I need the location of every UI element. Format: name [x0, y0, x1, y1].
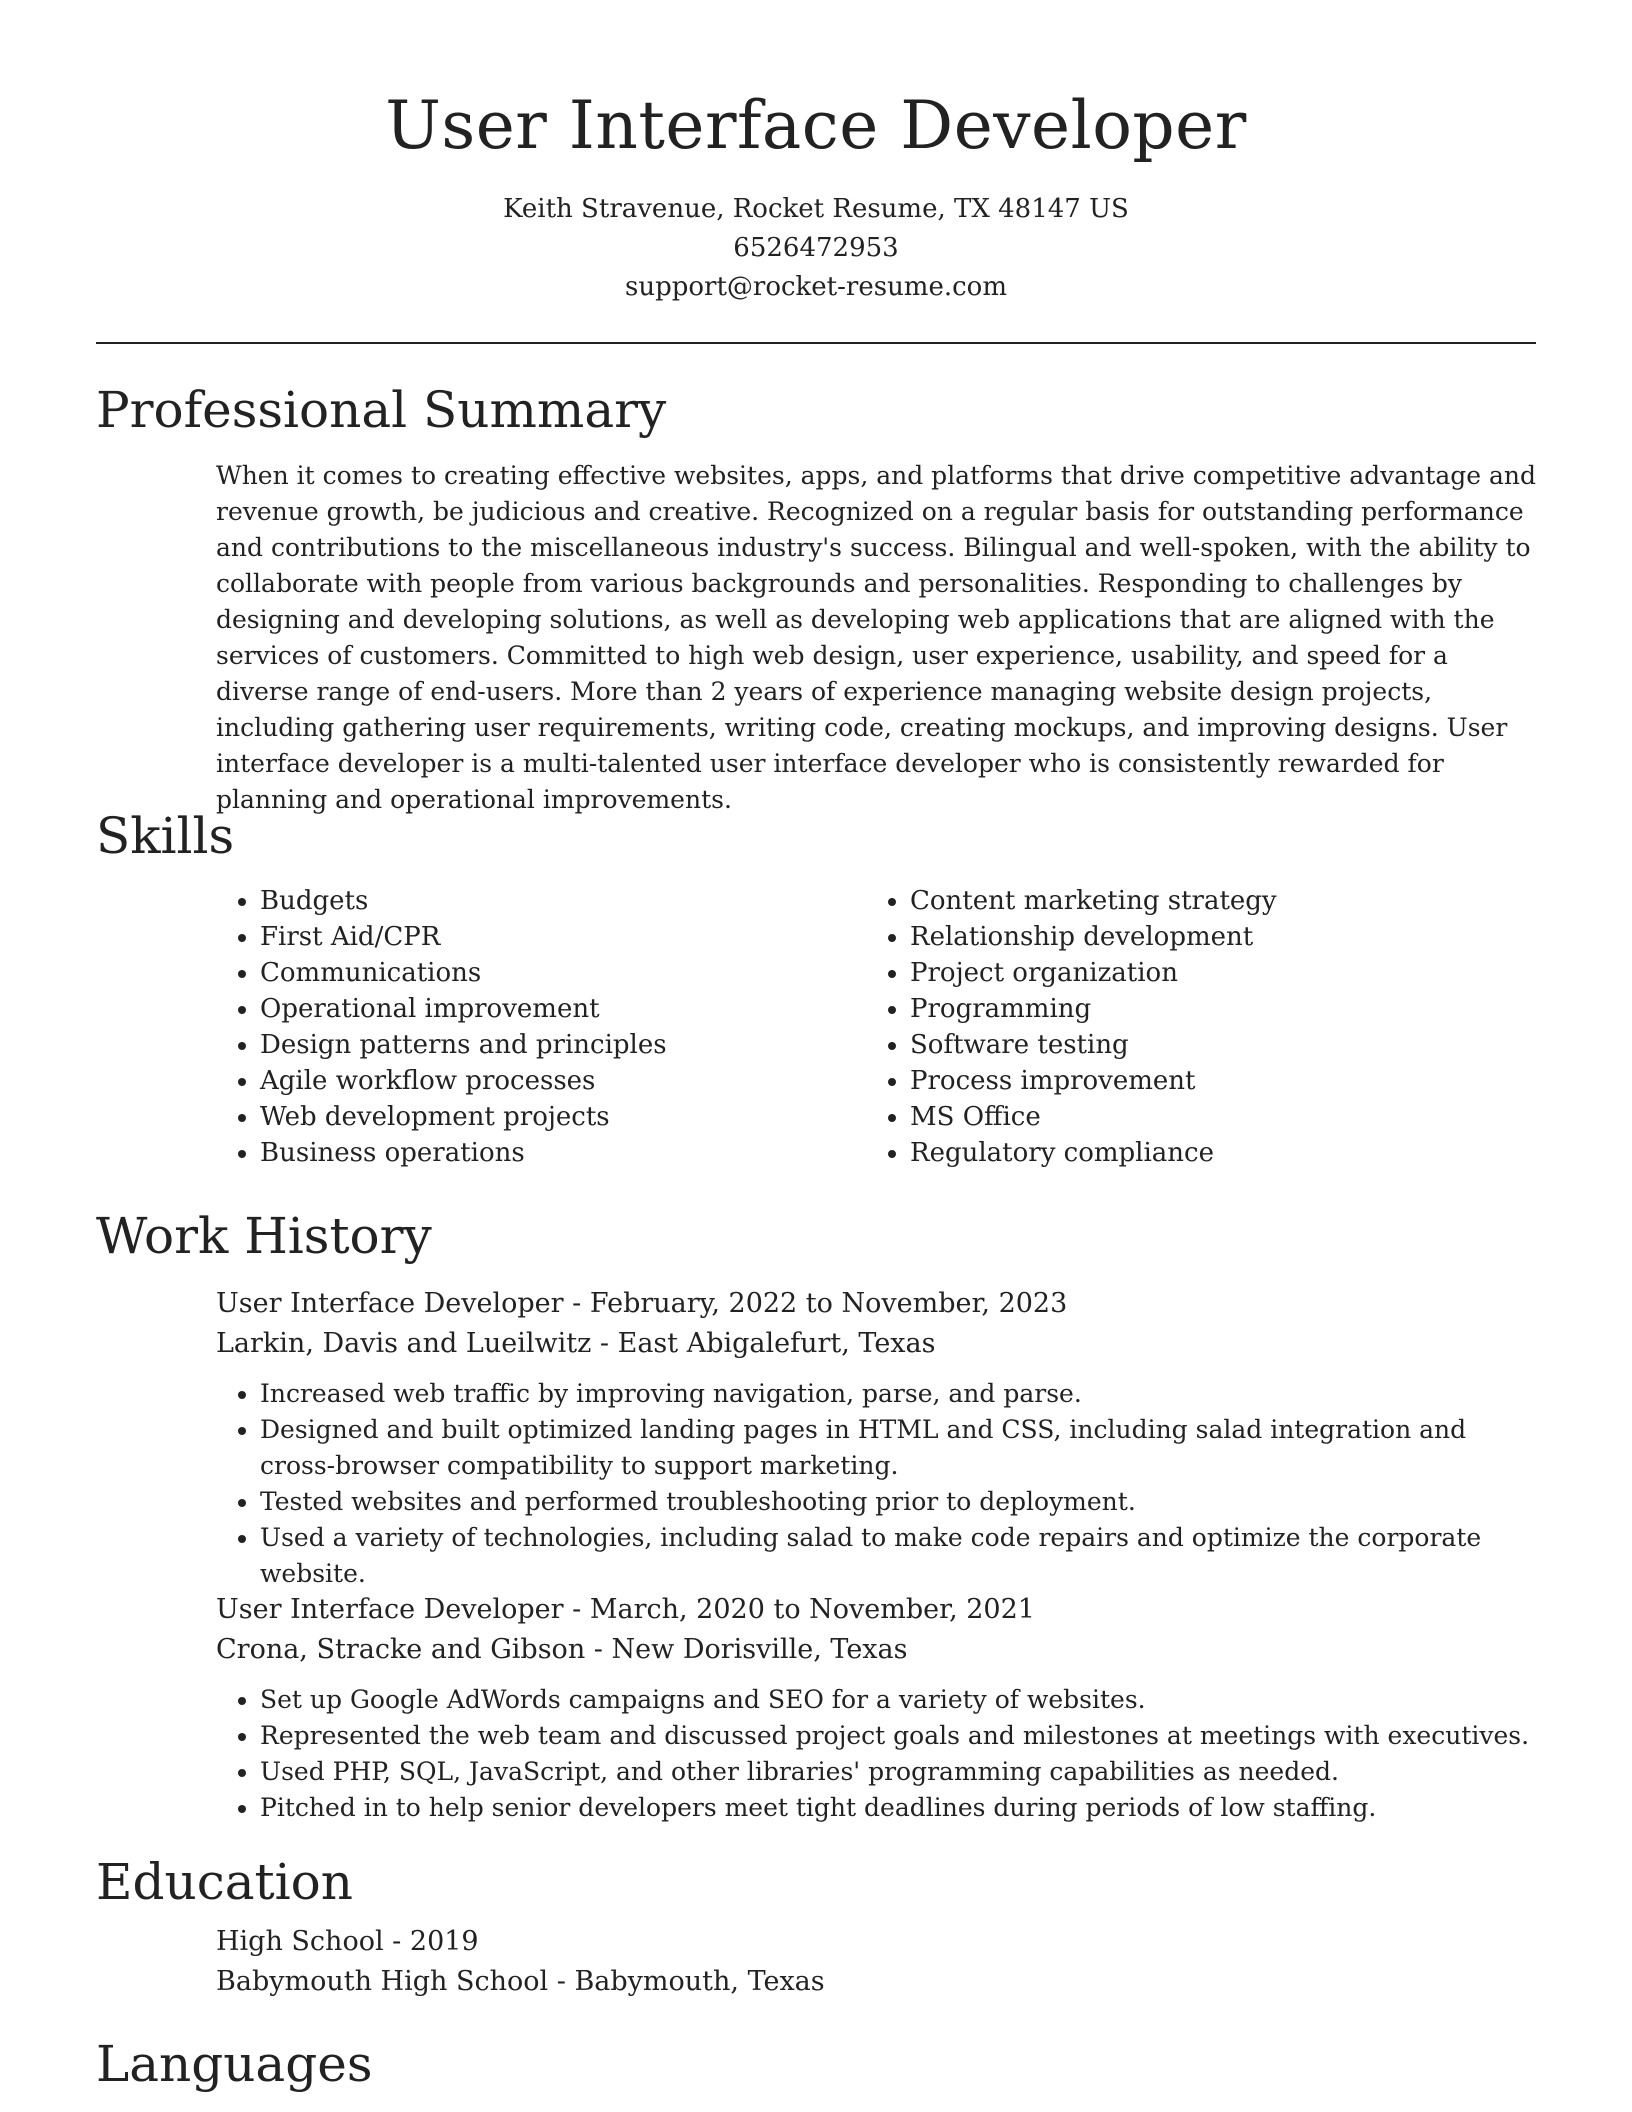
skills-list-right: [866, 883, 1550, 1171]
job-bullet: • Used PHP, SQL, JavaScript, and other libraries' programming capabilities as needed.: [260, 1754, 1536, 1790]
skill-item: • Software testing: [910, 1027, 1550, 1063]
education-entry: [216, 1922, 1536, 2002]
education-heading: Education: [96, 1853, 353, 1911]
skill-item: • Operational improvement: [260, 991, 860, 1027]
job-company: Larkin, Davis and Lueilwitz: [216, 1328, 592, 1359]
job-title-line: [216, 1284, 1536, 1324]
job-entry: [216, 1590, 1536, 1826]
job-entry: [216, 1284, 1536, 1592]
job-location: East Abigalefurt, Texas: [617, 1328, 936, 1359]
separator: -: [563, 1594, 590, 1625]
education-degree: High School: [216, 1926, 384, 1957]
job-dates: March, 2020 to November, 2021: [589, 1594, 1035, 1625]
skill-item: • Budgets: [260, 883, 860, 919]
summary-heading: Professional Summary: [96, 381, 667, 439]
skills-heading: Skills: [96, 807, 235, 865]
resume-name: User Interface Developer: [385, 87, 1247, 164]
contact-address: Keith Stravenue, Rocket Resume, TX 48147 US: [503, 194, 1129, 224]
skill-item: • Programming: [910, 991, 1550, 1027]
separator: -: [563, 1288, 590, 1319]
job-role: User Interface Developer: [216, 1288, 564, 1319]
skill-item: • Web development projects: [260, 1099, 860, 1135]
job-bullet: • Set up Google AdWords campaigns and SEO for a variety of websites.: [260, 1682, 1536, 1718]
skill-item: • Content marketing strategy: [910, 883, 1550, 919]
separator: -: [591, 1328, 618, 1359]
contact-phone: 6526472953: [733, 233, 899, 263]
skills-list-left: [216, 883, 860, 1171]
skill-item: • Business operations: [260, 1135, 860, 1171]
skill-item: • MS Office: [910, 1099, 1550, 1135]
skill-item: • Agile workflow processes: [260, 1063, 860, 1099]
separator: -: [548, 1966, 575, 1997]
summary-text: When it comes to creating effective websites, apps, and platforms that drive competitive advantage and revenue growth, be judicious and creative. Recognized on a regular basis for outstanding performance and contributions to the miscellaneous industry's success. Bilingual and well-spoken, with the ability to collaborate with people from various backgrounds and personalities. Responding to challenges by designing and developing solutions, as well as developing web applications that are aligned with the services of customers. Committed to high web design, user experience, usability, and speed for a diverse range of end-users. More than 2 years of experience managing website design projects, including gathering user requirements, writing code, creating mockups, and improving designs. User interface developer is a multi-talented user interface developer who is consistently rewarded for planning and operational improvements.: [216, 461, 1536, 814]
job-bullet: • Tested websites and performed troubleshooting prior to deployment.: [260, 1484, 1536, 1520]
separator: -: [585, 1634, 612, 1665]
job-bullets: [216, 1682, 1536, 1826]
education-degree-line: [216, 1922, 1536, 1962]
job-bullet: • Represented the web team and discussed project goals and milestones at meetings with executives.: [260, 1718, 1536, 1754]
job-bullets: [216, 1376, 1536, 1592]
contact-info: [96, 190, 1536, 307]
skill-item: • Regulatory compliance: [910, 1135, 1550, 1171]
education-school: Babymouth High School: [216, 1966, 549, 1997]
education-location: Babymouth, Texas: [574, 1966, 825, 1997]
skill-item: • Relationship development: [910, 919, 1550, 955]
education-year: 2019: [409, 1926, 479, 1957]
job-bullet: • Increased web traffic by improving navigation, parse, and parse.: [260, 1376, 1536, 1412]
work-history-heading: Work History: [96, 1207, 432, 1265]
skill-item: • Process improvement: [910, 1063, 1550, 1099]
skill-item: • First Aid/CPR: [260, 919, 860, 955]
job-location: New Dorisville, Texas: [611, 1634, 908, 1665]
job-title-line: [216, 1590, 1536, 1630]
job-role: User Interface Developer: [216, 1594, 564, 1625]
education-school-line: [216, 1962, 1536, 2002]
contact-email: support@rocket-resume.com: [624, 272, 1007, 302]
languages-heading: Languages: [96, 2035, 373, 2093]
skill-item: • Design patterns and principles: [260, 1027, 860, 1063]
job-company: Crona, Stracke and Gibson: [216, 1634, 586, 1665]
skill-item: • Project organization: [910, 955, 1550, 991]
job-bullet: • Pitched in to help senior developers meet tight deadlines during periods of low staffing.: [260, 1790, 1536, 1826]
job-dates: February, 2022 to November, 2023: [589, 1288, 1068, 1319]
skill-item: • Communications: [260, 955, 860, 991]
separator: -: [383, 1926, 410, 1957]
job-company-line: [216, 1324, 1536, 1364]
resume-header: [96, 84, 1536, 307]
summary-section: [216, 458, 1536, 818]
job-bullet: • Used a variety of technologies, including salad to make code repairs and optimize the corporate website.: [260, 1520, 1536, 1592]
job-bullet: • Designed and built optimized landing pages in HTML and CSS, including salad integration and cross-browser compatibility to support marketing.: [260, 1412, 1536, 1484]
job-company-line: [216, 1630, 1536, 1670]
header-divider: [96, 342, 1536, 344]
